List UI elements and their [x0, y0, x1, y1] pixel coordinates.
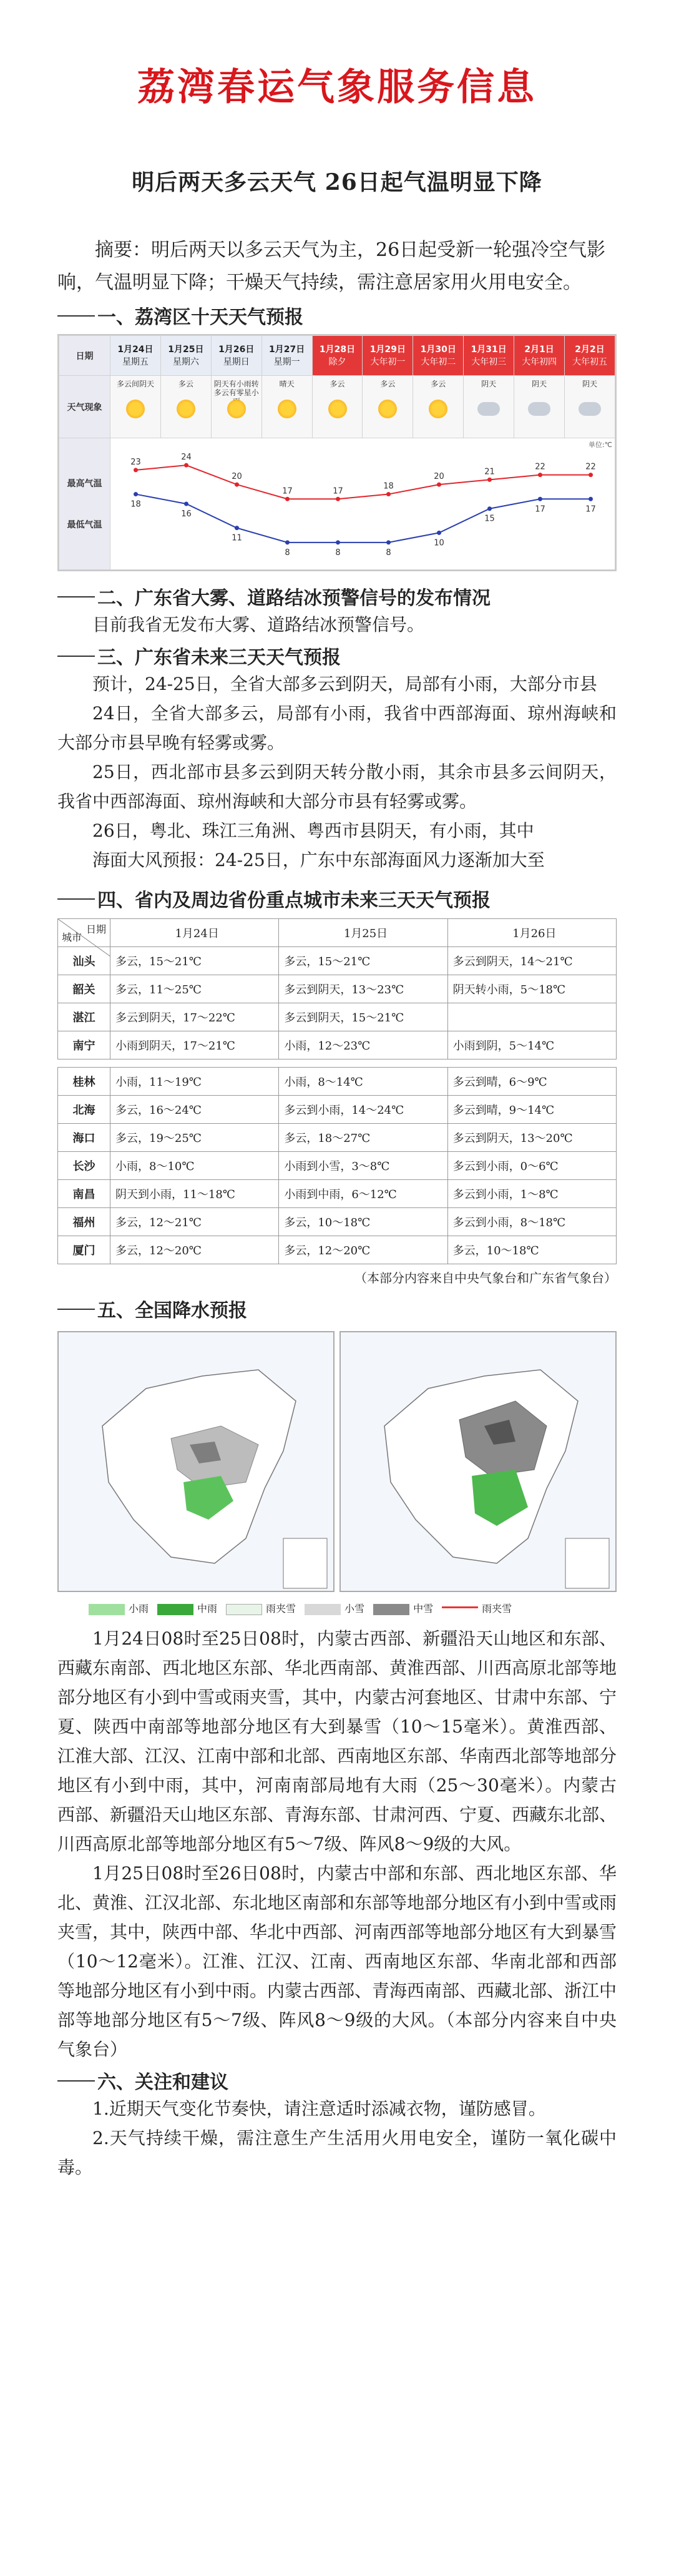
table-cell: 多云，18～27℃ [279, 1124, 447, 1152]
low-temp-point [336, 540, 340, 544]
low-temp-point [487, 506, 492, 511]
forecast-day-2 [160, 336, 211, 376]
legend-label-4: 小雪 [344, 1603, 365, 1615]
cloud-icon [579, 402, 601, 416]
high-temp-point [235, 483, 239, 487]
high-temp-point [386, 492, 391, 496]
high-temp-label: 17 [333, 486, 343, 496]
city-forecast-table [57, 918, 617, 1059]
weather-label: 多云 [330, 380, 345, 388]
china-map-2 [341, 1332, 617, 1592]
corner-label-date: 日期 [85, 923, 106, 935]
forecast-table [59, 335, 615, 570]
table-row [58, 1180, 617, 1208]
weather-label: 多云间阴天 [116, 380, 154, 388]
high-temp-point [487, 478, 492, 482]
advice-1: 1.近期天气变化节奏快，请注意适时添减衣物，谨防感冒。 [92, 2098, 546, 2119]
low-temp-label: 17 [535, 504, 545, 514]
sun-icon [278, 400, 296, 418]
forecast-weekday: 星期一 [273, 356, 300, 367]
table-row [58, 1208, 617, 1236]
low-temp-label: 11 [232, 533, 242, 543]
table-cell: 小雨，8～10℃ [110, 1152, 279, 1180]
low-temp-point [285, 540, 290, 544]
high-temp-point [285, 497, 290, 501]
precip-legend [57, 1601, 617, 1615]
table-cell: 多云，12～20℃ [110, 1236, 279, 1264]
col-d3: 1月26日 [447, 919, 616, 947]
forecast-date: 1月30日 [420, 344, 456, 355]
table-cell: 小雨到中雨，6～12℃ [279, 1180, 447, 1208]
table-cell: 多云到晴，9～14℃ [447, 1096, 616, 1124]
table-cell: 多云，11～25℃ [110, 975, 279, 1003]
temperature-graph [110, 438, 615, 570]
table-source-note: （本部分内容来自中央气象台和广东省气象台） [354, 1271, 617, 1286]
table-row [58, 975, 617, 1003]
weather-label: 多云 [380, 380, 396, 388]
forecast-weather-8 [464, 376, 514, 438]
forecast-day-10 [565, 336, 615, 376]
legend-label-3: 雨夹雪 [266, 1603, 296, 1615]
low-temp-label: 8 [285, 548, 290, 558]
sun-icon [328, 400, 347, 418]
legend-item-3 [226, 1601, 296, 1615]
s3-para-4: 26日，粤北、珠江三角洲、粤西市县阴天，有小雨，其中 [92, 820, 534, 841]
high-temp-label: 20 [434, 472, 444, 482]
s2-text: 目前我省无发布大雾、道路结冰预警信号。 [92, 614, 425, 635]
table-cell: 多云，12～20℃ [279, 1236, 447, 1264]
city-name: 北海 [58, 1096, 110, 1124]
row-label-date: 日期 [59, 336, 110, 376]
s3-para-5: 海面大风预报：24-25日，广东中东部海面风力逐渐加大至 [92, 850, 545, 870]
high-temp-point [437, 483, 441, 487]
table-cell: 多云到阴天，14～21℃ [447, 947, 616, 975]
high-temp-label: 17 [282, 486, 293, 496]
city-name: 南宁 [58, 1031, 110, 1059]
cloud-icon [477, 402, 500, 416]
table-row [58, 1096, 617, 1124]
sun-icon [126, 400, 145, 418]
forecast-day-6 [363, 336, 413, 376]
forecast-weather-2 [160, 376, 211, 438]
s3-para-3: 25日，西北部市县多云到阴天转分散小雨，其余市县多云间阴天，我省中西部海面、琼州海峡和大部分市县有轻雾或雾。 [57, 762, 617, 812]
low-temp-label: 17 [585, 504, 596, 514]
legend-item-1 [89, 1601, 149, 1615]
section-5-heading: 五、全国降水预报 [57, 1295, 617, 1322]
table-cell: 多云到阴天，13～23℃ [279, 975, 447, 1003]
forecast-weekday: 星期五 [122, 356, 149, 367]
advice-2: 2.天气持续干燥，需注意生产生活用火用电安全，谨防一氧化碳中毒。 [57, 2128, 617, 2178]
table-cell: 阴天转小雨，5～18℃ [447, 975, 616, 1003]
low-temp-label: 15 [484, 514, 495, 524]
low-temp-label: 16 [181, 509, 192, 519]
high-temp-label: 18 [383, 481, 394, 491]
legend-label-6: 雨夹雪 [482, 1603, 512, 1615]
sun-icon [227, 400, 246, 418]
table-cell: 多云，15～21℃ [279, 947, 447, 975]
table-row [58, 1236, 617, 1264]
forecast-weather-10 [565, 376, 615, 438]
forecast-weather-3 [211, 376, 261, 438]
high-temp-label: 24 [181, 453, 192, 463]
forecast-weather-6 [363, 376, 413, 438]
low-temp-label: 10 [434, 538, 444, 548]
city-name: 南昌 [58, 1180, 110, 1208]
forecast-date: 1月29日 [369, 344, 406, 355]
high-temp-label: 20 [232, 472, 242, 482]
high-temp-point [134, 468, 138, 472]
subtitle: 明后两天多云天气 26日起气温明显下降 [132, 169, 542, 195]
high-temp-point [589, 473, 593, 477]
table-cell: 小雨，11～19℃ [110, 1068, 279, 1096]
table-row [58, 1152, 617, 1180]
table-cell: 小雨到阴天，17～21℃ [110, 1031, 279, 1059]
low-temp-point [134, 492, 138, 496]
row-label-temps [59, 438, 110, 570]
forecast-day-4 [261, 336, 312, 376]
forecast-weekday: 大年初五 [572, 356, 607, 367]
high-temp-point [184, 463, 188, 468]
table-cell: 阴天到小雨，11～18℃ [110, 1180, 279, 1208]
s5-para-1: 1月24日08时至25日08时，内蒙古西部、新疆沿天山地区和东部、西藏东南部、西北地区东部、华北西南部、黄淮西部、川西高原北部等地部分地区有小到中雪或雨夹雪，其中，内蒙古河套地区、甘肃中东部、宁夏、陕西中南部等地部分地区有大到暴雪（10～15毫米）。黄淮西部、江淮大部、江汉、江南中部和北部、西南地区东部、华南西北部等地部分地区有小到中雨，其中，河南南部局地有大雨（25～30毫米）。内蒙古西部、新疆沿天山地区东部、青海东部、甘肃河西、宁夏、西藏东北部、川西高原北部等地部分地区有5～7级、阵风8～9级的大风。 [57, 1628, 617, 1854]
ten-day-forecast [57, 334, 617, 571]
label-low: 最低气温 [67, 520, 102, 530]
low-temp-point [437, 531, 441, 535]
forecast-day-8 [464, 336, 514, 376]
table-cell: 多云，15～21℃ [110, 947, 279, 975]
table-row [58, 947, 617, 975]
forecast-day-1 [110, 336, 161, 376]
table-cell: 多云到小雨，14～24℃ [279, 1096, 447, 1124]
table-row [58, 1068, 617, 1096]
low-temp-line [136, 494, 591, 543]
table-cell: 多云到小雨，1～8℃ [447, 1180, 616, 1208]
high-temp-point [336, 497, 340, 501]
low-temp-label: 8 [386, 548, 391, 558]
precip-map-day2 [339, 1331, 617, 1592]
s3-para-2: 24日，全省大部多云，局部有小雨，我省中西部海面、琼州海峡和大部分市县早晚有轻雾或雾。 [57, 703, 617, 753]
forecast-weekday: 大年初一 [370, 356, 406, 367]
col-d2: 1月25日 [279, 919, 447, 947]
table-cell: 多云到阴天，15～21℃ [279, 1003, 447, 1031]
city-name: 湛江 [58, 1003, 110, 1031]
table-group-2 [58, 1068, 617, 1264]
table-cell [447, 1003, 616, 1031]
s3-para-1: 预计，24-25日，全省大部多云到阴天，局部有小雨，大部分市县 [92, 674, 597, 694]
table-row [58, 1124, 617, 1152]
section-3-heading: 三、广东省未来三天天气预报 [57, 642, 617, 669]
table-cell: 小雨，12～23℃ [279, 1031, 447, 1059]
city-name: 海口 [58, 1124, 110, 1152]
table-cell: 小雨到阴，5～14℃ [447, 1031, 616, 1059]
forecast-weather-9 [514, 376, 565, 438]
legend-item-5 [373, 1601, 433, 1615]
sun-icon [378, 400, 397, 418]
weather-label: 晴天 [279, 380, 295, 388]
forecast-date: 1月31日 [471, 344, 507, 355]
legend-label-5: 中雪 [413, 1603, 434, 1615]
forecast-weather-1 [110, 376, 161, 438]
table-cell: 多云，19～25℃ [110, 1124, 279, 1152]
abstract: 摘要：明后两天以多云天气为主，26日起受新一轮强冷空气影响，气温明显下降；干燥天气持续，需注意居家用火用电安全。 [57, 239, 606, 293]
corner-label-city: 城市 [62, 932, 82, 943]
col-d1: 1月24日 [110, 919, 279, 947]
forecast-date: 1月24日 [117, 344, 154, 355]
high-temp-label: 21 [484, 467, 495, 477]
table-cell: 多云到晴，6～9℃ [447, 1068, 616, 1096]
forecast-date: 1月28日 [319, 344, 356, 355]
city-name: 桂林 [58, 1068, 110, 1096]
forecast-date: 1月25日 [168, 344, 204, 355]
legend-item-6 [442, 1601, 512, 1615]
sun-icon [429, 400, 447, 418]
weather-label: 阴天 [532, 380, 547, 388]
city-name: 韶关 [58, 975, 110, 1003]
low-temp-point [538, 497, 542, 501]
forecast-weekday: 除夕 [328, 356, 346, 367]
high-temp-label: 22 [535, 462, 545, 472]
page-title: 荔湾春运气象服务信息 [137, 66, 537, 109]
city-name: 福州 [58, 1208, 110, 1236]
table-cell: 多云到阴天，13～20℃ [447, 1124, 616, 1152]
table-row [58, 1003, 617, 1031]
temperature-chart [110, 438, 616, 569]
forecast-weekday: 星期六 [172, 356, 199, 367]
cloud-icon [528, 402, 550, 416]
high-temp-label: 22 [585, 462, 596, 472]
forecast-weather-4 [261, 376, 312, 438]
legend-item-4 [305, 1601, 364, 1615]
city-name: 厦门 [58, 1236, 110, 1264]
table-cell: 小雨，8～14℃ [279, 1068, 447, 1096]
forecast-date: 1月27日 [269, 344, 305, 355]
row-label-weather: 天气现象 [59, 376, 110, 438]
section-2-heading: 二、广东省大雾、道路结冰预警信号的发布情况 [57, 583, 617, 610]
weather-label: 阴天 [481, 380, 497, 388]
low-temp-label: 8 [335, 548, 341, 558]
legend-label-1: 小雨 [129, 1603, 149, 1615]
low-temp-point [184, 502, 188, 506]
high-temp-label: 23 [130, 457, 141, 467]
forecast-weather-5 [312, 376, 363, 438]
table-cell: 多云，10～18℃ [279, 1208, 447, 1236]
table-group-1 [58, 947, 617, 1059]
precip-maps [57, 1331, 617, 1592]
forecast-day-7 [413, 336, 464, 376]
china-map-1 [59, 1332, 335, 1592]
forecast-weather-7 [413, 376, 464, 438]
city-forecast-table-2 [57, 1067, 617, 1264]
forecast-weekday: 大年初三 [471, 356, 507, 367]
weather-label: 阴天 [582, 380, 598, 388]
legend-item-2 [157, 1601, 217, 1615]
forecast-weekday: 大年初二 [421, 356, 456, 367]
forecast-day-9 [514, 336, 565, 376]
low-temp-point [386, 540, 391, 544]
forecast-weekday: 大年初四 [522, 356, 557, 367]
table-cell: 多云，10～18℃ [447, 1236, 616, 1264]
low-temp-label: 18 [130, 499, 141, 509]
s5-para-2: 1月25日08时至26日08时，内蒙古中部和东部、西北地区东部、华北、黄淮、江汉北部、东北地区南部和东部等地部分地区有小到中雪或雨夹雪，其中，陕西中部、华北中西部、河南西部等地部分地区有大到暴雪（10～12毫米）。江淮、江汉、江南、西南地区东部、华南北部和西部等地部分地区有小到中雨。内蒙古西部、青海西南部、西藏北部、浙江中部等地部分地区有5～7级、阵风8～9级的大风。（本部分内容来自中央气象台） [57, 1863, 617, 2060]
table-corner [58, 919, 110, 947]
forecast-date: 2月2日 [575, 344, 605, 355]
table-cell: 小雨到小雪，3～8℃ [279, 1152, 447, 1180]
table-cell: 多云到小雨，0～6℃ [447, 1152, 616, 1180]
weather-label: 多云 [178, 380, 193, 388]
temperature-unit: 单位:℃ [588, 441, 612, 449]
city-name: 汕头 [58, 947, 110, 975]
forecast-weekday: 星期日 [223, 356, 250, 367]
section-1-heading: 一、荔湾区十天天气预报 [57, 302, 617, 329]
section-4-heading: 四、省内及周边省份重点城市未来三天天气预报 [57, 885, 617, 912]
label-high: 最高气温 [67, 479, 102, 489]
forecast-day-3 [211, 336, 261, 376]
low-temp-point [235, 526, 239, 530]
forecast-date: 1月26日 [218, 344, 255, 355]
table-cell: 多云，16～24℃ [110, 1096, 279, 1124]
table-cell: 多云，12～21℃ [110, 1208, 279, 1236]
weather-label: 多云 [431, 380, 446, 388]
city-name: 长沙 [58, 1152, 110, 1180]
table-cell: 多云到小雨，8～18℃ [447, 1208, 616, 1236]
section-6-heading: 六、关注和建议 [57, 2067, 617, 2094]
high-temp-point [538, 473, 542, 477]
forecast-date: 2月1日 [524, 344, 554, 355]
table-row [58, 1031, 617, 1059]
low-temp-point [589, 497, 593, 501]
sun-icon [177, 400, 195, 418]
legend-label-2: 中雨 [197, 1603, 218, 1615]
weather-label: 阴天有小雨转多云有零星小 [213, 380, 259, 397]
precip-map-day1 [57, 1331, 335, 1592]
table-cell: 多云到阴天，17～22℃ [110, 1003, 279, 1031]
forecast-day-5 [312, 336, 363, 376]
